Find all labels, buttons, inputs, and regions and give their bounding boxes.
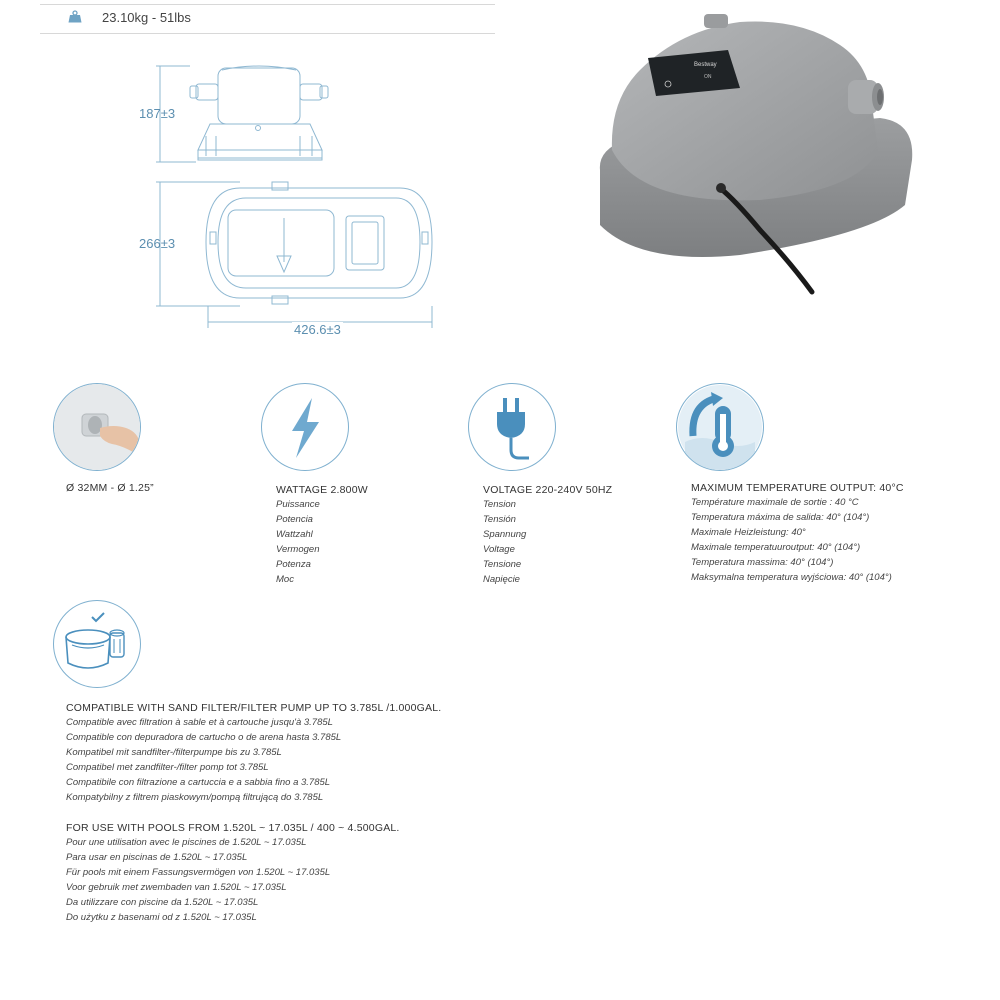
filter-pump-check-icon	[53, 600, 141, 688]
translation: Do użytku z basenami od z 1.520L ~ 17.035L	[66, 912, 257, 923]
translation: Puissance	[276, 499, 320, 510]
hose-connector-icon	[53, 383, 141, 471]
translation: Maximale Heizleistung: 40°	[691, 527, 806, 538]
feature-title: WATTAGE 2.800W	[276, 484, 368, 496]
translation: Maksymalna temperatura wyjściowa: 40° (104°)	[691, 572, 892, 583]
weight-icon	[68, 10, 82, 28]
feature-translations	[276, 497, 320, 587]
pool-size-title: FOR USE WITH POOLS FROM 1.520L ~ 17.035L / 400 ~ 4.500GAL.	[66, 822, 400, 834]
translation: Wattzahl	[276, 529, 313, 540]
translation: Pour une utilisation avec le piscines de 1.520L ~ 17.035L	[66, 837, 307, 848]
translation: Napięcie	[483, 574, 520, 585]
width-dimension-label: 426.6±3	[294, 322, 341, 337]
translation: Temperatura máxima de salida: 40° (104°)	[691, 512, 870, 523]
translation: Tension	[483, 499, 516, 510]
translation: Tensión	[483, 514, 516, 525]
translation: Tensione	[483, 559, 522, 570]
pool-heater-image	[585, 8, 925, 298]
translation: Maximale temperatuuroutput: 40° (104°)	[691, 542, 861, 553]
translation: Voltage	[483, 544, 515, 555]
compatibility-title: COMPATIBLE WITH SAND FILTER/FILTER PUMP UP TO 3.785L /1.000GAL.	[66, 702, 442, 714]
translation: Temperatura massima: 40° (104°)	[691, 557, 834, 568]
dimension-drawing	[130, 55, 450, 345]
feature-title: Ø 32MM - Ø 1.25”	[66, 482, 154, 494]
pool-size-translations	[66, 835, 330, 925]
weight-value: 23.10kg - 51lbs	[102, 10, 191, 25]
translation: Für pools mit einem Fassungsvermögen von 1.520L ~ 17.035L	[66, 867, 331, 878]
panel-brand: Bestway	[694, 62, 717, 68]
depth-dimension-label: 266±3	[139, 236, 176, 251]
panel-label: ON	[704, 74, 712, 80]
translation: Da utilizzare con piscine da 1.520L ~ 17.035L	[66, 897, 259, 908]
translation: Moc	[276, 574, 294, 585]
lightning-bolt-icon	[261, 383, 349, 471]
feature-translations	[483, 497, 526, 587]
translation: Kompatybilny z filtrem piaskowym/pompą filtrującą do 3.785L	[66, 792, 324, 803]
translation: Température maximale de sortie : 40 °C	[691, 497, 859, 508]
translation: Compatibel met zandfilter-/filter pomp tot 3.785L	[66, 762, 269, 773]
divider	[40, 4, 495, 5]
height-dimension-label: 187±3	[139, 106, 176, 121]
translation: Compatibile con filtrazione a cartuccia e a sabbia fino a 3.785L	[66, 777, 331, 788]
thermometer-icon	[676, 383, 764, 471]
feature-title: MAXIMUM TEMPERATURE OUTPUT: 40°C	[691, 482, 904, 494]
translation: Vermogen	[276, 544, 320, 555]
divider	[40, 33, 495, 34]
feature-translations	[691, 495, 892, 585]
translation: Compatible con depuradora de cartucho o de arena hasta 3.785L	[66, 732, 342, 743]
plug-icon	[468, 383, 556, 471]
translation: Spannung	[483, 529, 527, 540]
translation: Voor gebruik met zwembaden van 1.520L ~ 17.035L	[66, 882, 287, 893]
translation: Kompatibel mit sandfilter-/filterpumpe bis zu 3.785L	[66, 747, 282, 758]
translation: Para usar en piscinas de 1.520L ~ 17.035L	[66, 852, 248, 863]
translation: Potenza	[276, 559, 311, 570]
compatibility-translations	[66, 715, 341, 805]
weight-row	[40, 0, 495, 38]
feature-title: VOLTAGE 220-240V 50HZ	[483, 484, 613, 496]
translation: Potencia	[276, 514, 313, 525]
translation: Compatible avec filtration à sable et à cartouche jusqu'à 3.785L	[66, 717, 333, 728]
